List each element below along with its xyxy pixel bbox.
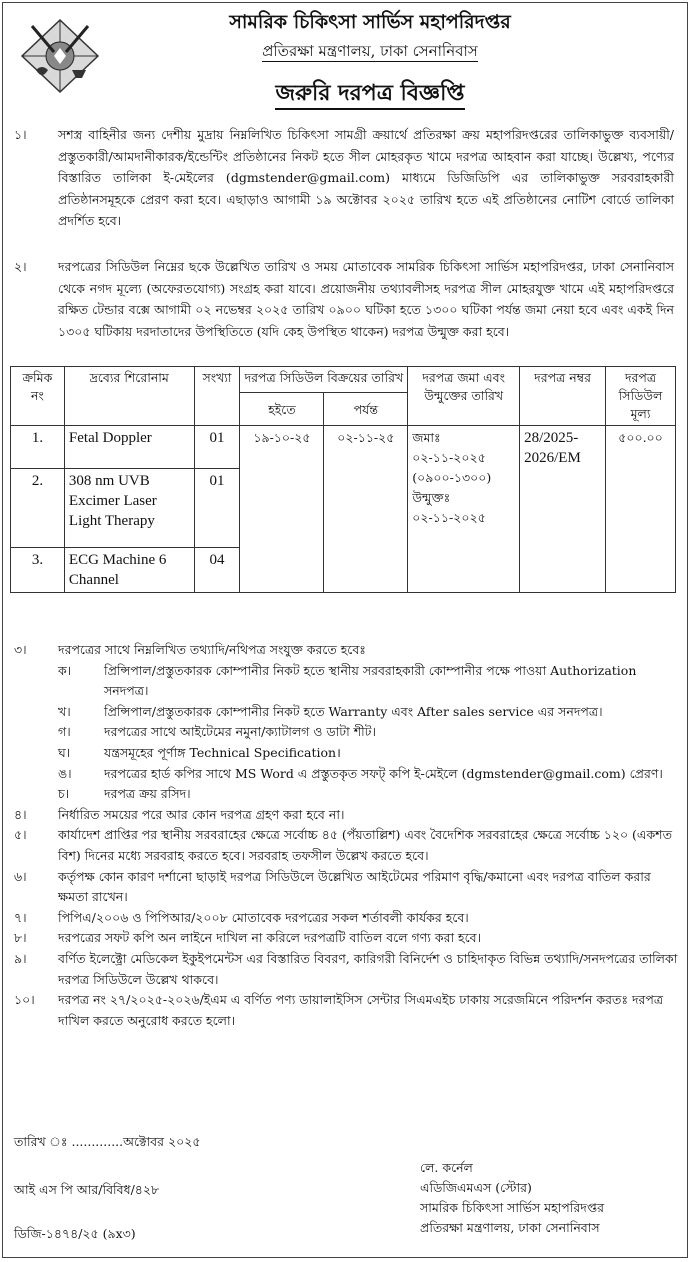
list-item: ৫। কার্যাদেশ প্রাপ্তির পর স্থানীয় সরবরাহের ক্ষেত্রে সর্বোচ্চ ৪৫ (পঁয়তাল্লিশ) এবং বৈদেশিক সরবরাহের ক্ষেত্রে সর্বোচ্চ ১২০ (একশত বিশ) দিনের মধ্যে সরবরাহ করতে হবে। সরবরাহ তফসীল উল্লেখ করতে হবে।	[14, 827, 672, 863]
tender-number: 28/2025-2026/EM	[520, 426, 606, 593]
conditions-list	[14, 640, 678, 1031]
to-date: ০২-১১-২৫	[324, 426, 408, 593]
signatory-rank: লে. কর্নেল	[420, 1160, 473, 1175]
sub-item: ঘ। যন্ত্রসমূহের পূর্ণাঙ্গ Technical Specification।	[58, 744, 341, 760]
paragraph-2: ২। দরপত্রের সিডিউল নিম্নের ছকে উল্লেখিত তারিখ ও সময় মোতাবেক সামরিক চিকিৎসা সার্ভিস মহাপরিদপ্তর, ঢাকা সেনানিবাস থেকে নগদ মূল্যে (অফেরতযোগ্য) সংগ্রহ করা যাবে। প্রয়োজনীয় তথ্যাবলীসহ দরপত্র সীল মোহরযুক্ত খামে এই মহাপরিদপ্তরে রক্ষিত টেন্ডার বক্সে আগামী ০২ নভেম্বর ২০২৫ তারিখ ০৯০০ ঘটিকা হতে ১৩০০ ঘটিকা পর্যন্ত জমা নেয়া হবে এবং একই দিন ১৩০৫ ঘটিকায় দরদাতাদের উপস্থিতিতে (যদি কেহ উপস্থিত থাকেন) দরপত্র উন্মুক্ত করা হবে।	[14, 259, 674, 339]
military-emblem-icon	[14, 12, 106, 100]
col-from: হইতে	[240, 393, 324, 426]
list-item: ৭। পিপিএ/২০০৬ ও পিপিআর/২০০৮ মোতাবেক দরপত্রের সকল শর্তাবলী কার্যকর হবে।	[14, 909, 469, 925]
col-qty: সংখ্যা	[194, 367, 240, 426]
col-submit-open: দরপত্র জমা এবং উন্মুক্তের তারিখ	[408, 367, 520, 426]
sub-item: ক। প্রিন্সিপাল/প্রস্তুতকারক কোম্পানীর নিকট হতে স্থানীয় সরবরাহকারী কোম্পানীর পক্ষে পাওয়া Authorization সনদপত্র।	[58, 662, 637, 699]
schedule-price: ৫০০.০০	[606, 426, 676, 593]
table-header-row	[11, 367, 676, 393]
org-subtitle: প্রতিরক্ষা মন্ত্রণালয়, ঢাকা সেনানিবাস	[262, 42, 478, 60]
from-date: ১৯-১০-২৫	[240, 426, 324, 593]
paragraph-1: ১। সশস্ত্র বাহিনীর জন্য দেশীয় মুদ্রায় নিম্নলিখিত চিকিৎসা সামগ্রী ক্রয়ার্থে প্রতিরক্ষা ক্রয় মহাপরিদপ্তরের তালিকাভুক্ত ব্যবসায়ী/প্রস্তুতকারী/আমদানীকারক/ইন্ডেন্টিং প্রতিষ্ঠানের নিকট হতে সীল মোহরকৃত খামে দরপত্র আহবান করা যাচ্ছে। উল্লেখ্য, পণ্যের বিস্তারিত তালিকা ই-মেইলের (dgmstender@gmail.com) মাধ্যমে ডিজিডিপি এর তালিকাভুক্ত সরবরাহকারী প্রতিষ্ঠানসমূহকে প্রেরণ করা হবে। এছাড়াও আগামী ১৯ অক্টোবর ২০২৫ তারিখ হতে এই প্রতিষ্ঠানের নোটিশ বোর্ডে তালিকা প্রদর্শিত হবে।	[14, 127, 674, 228]
table-row: 1. Fetal Doppler 01 ১৯-১০-২৫ ০২-১১-২৫ জমাঃ ০২-১১-২০২৫ (০৯০০-১৩০০) উন্মুক্তঃ ০২-১১-২০২৫ 28/2025-2026/EM ৫০০.০০	[11, 426, 676, 469]
col-price: দরপত্র সিডিউল মূল্য	[606, 367, 676, 426]
list-item: ৬। কর্তৃপক্ষ কোন কারণ দর্শানো ছাড়াই দরপত্র সিডিউলে উল্লেখিত আইটেমের পরিমাণ বৃদ্ধি/কমানো এবং দরপত্র বাতিল করার ক্ষমতা রাখেন।	[14, 868, 651, 905]
submit-open-date: জমাঃ ০২-১১-২০২৫ (০৯০০-১৩০০) উন্মুক্তঃ ০২-১১-২০২৫	[408, 426, 520, 593]
signatory-location: প্রতিরক্ষা মন্ত্রণালয়, ঢাকা সেনানিবাস	[420, 1220, 600, 1235]
col-tender-no: দরপত্র নম্বর	[520, 367, 606, 426]
table-row: 2. 308 nm UVB Excimer Laser Light Therapy 01	[11, 469, 676, 548]
list-item: ৩। দরপত্রের সাথে নিম্নলিখিত তথ্যাদি/নথিপত্র সংযুক্ত করতে হবেঃ	[14, 642, 366, 657]
signatory-post: এডিজিএমএস (স্টোর)	[420, 1180, 532, 1195]
isp-reference: আই এস পি আর/বিবিধ/৪২৮	[14, 1182, 160, 1197]
sub-item: ঙ। দরপত্রের হার্ড কপির সাথে MS Word এ প্রস্তুতকৃত সফট্ কপি ই-মেইলে (dgmstender@gmail.com) প্রেরণ।	[58, 765, 663, 781]
col-item: দ্রব্যের শিরোনাম	[64, 367, 194, 426]
notice-title: জরুরি দরপত্র বিজ্ঞপ্তি	[170, 76, 570, 113]
sub-item: চ। দরপত্র ক্রয় রসিদ।	[58, 786, 191, 802]
list-item: ৪। নির্ধারিত সময়ের পরে আর কোন দরপত্র গ্রহণ করা হবে না।	[14, 806, 345, 822]
col-schedule-sale: দরপত্র সিডিউল বিক্রয়ের তারিখ	[240, 367, 408, 393]
col-serial: ক্রমিক নং	[11, 367, 65, 426]
org-title: সামরিক চিকিৎসা সার্ভিস মহাপরিদপ্তর	[229, 11, 511, 33]
sub-item: গ। দরপত্রের সাথে আইটেমের নমুনা/ক্যাটালগ ও ডাটা শীট।	[58, 724, 376, 740]
dg-reference: ডিজি-১৪৭৪/২৫ (৯x৩)	[14, 1226, 136, 1241]
date-line: তারিখ ঃ .............অক্টোবর ২০২৫	[14, 1134, 201, 1149]
tender-table	[10, 366, 676, 593]
signatory-org: সামরিক চিকিৎসা সার্ভিস মহাপরিদপ্তর	[420, 1200, 604, 1215]
col-to: পর্যন্ত	[324, 393, 408, 426]
table-row: 3. ECG Machine 6 Channel 04	[11, 548, 676, 593]
list-item: ৮। দরপত্রের সফট কপি অন লাইনে দাখিল না করিলে দরপত্রটি বাতিল বলে গণ্য করা হবে।	[14, 930, 482, 946]
list-item: ১০। দরপত্র নং ২৭/২০২৫-২০২৬/ইএম এ বর্ণিত পণ্য ডায়ালাইসিস সেন্টার সিএমএইচ ঢাকায় সরেজমিনে পরিদর্শন করতঃ দরপত্র দাখিল করতে অনুরোধ করতে হলো।	[14, 992, 664, 1028]
list-item: ৯। বর্ণিত ইলেক্ট্রো মেডিকেল ইকুইপমেন্টস এর বিস্তারিত বিবরণ, কারিগরী বিনির্দেশ ও চাহিদাকৃত বিভিন্ন তথ্যাদি/সনদপত্রের তালিকা দরপত্র সিডিউলে উল্লেখ থাকবে।	[14, 950, 678, 987]
sub-item: খ। প্রিন্সিপাল/প্রস্তুতকারক কোম্পানীর নিকট হতে Warranty এবং After sales service এর সনদপত্র।	[58, 703, 603, 719]
